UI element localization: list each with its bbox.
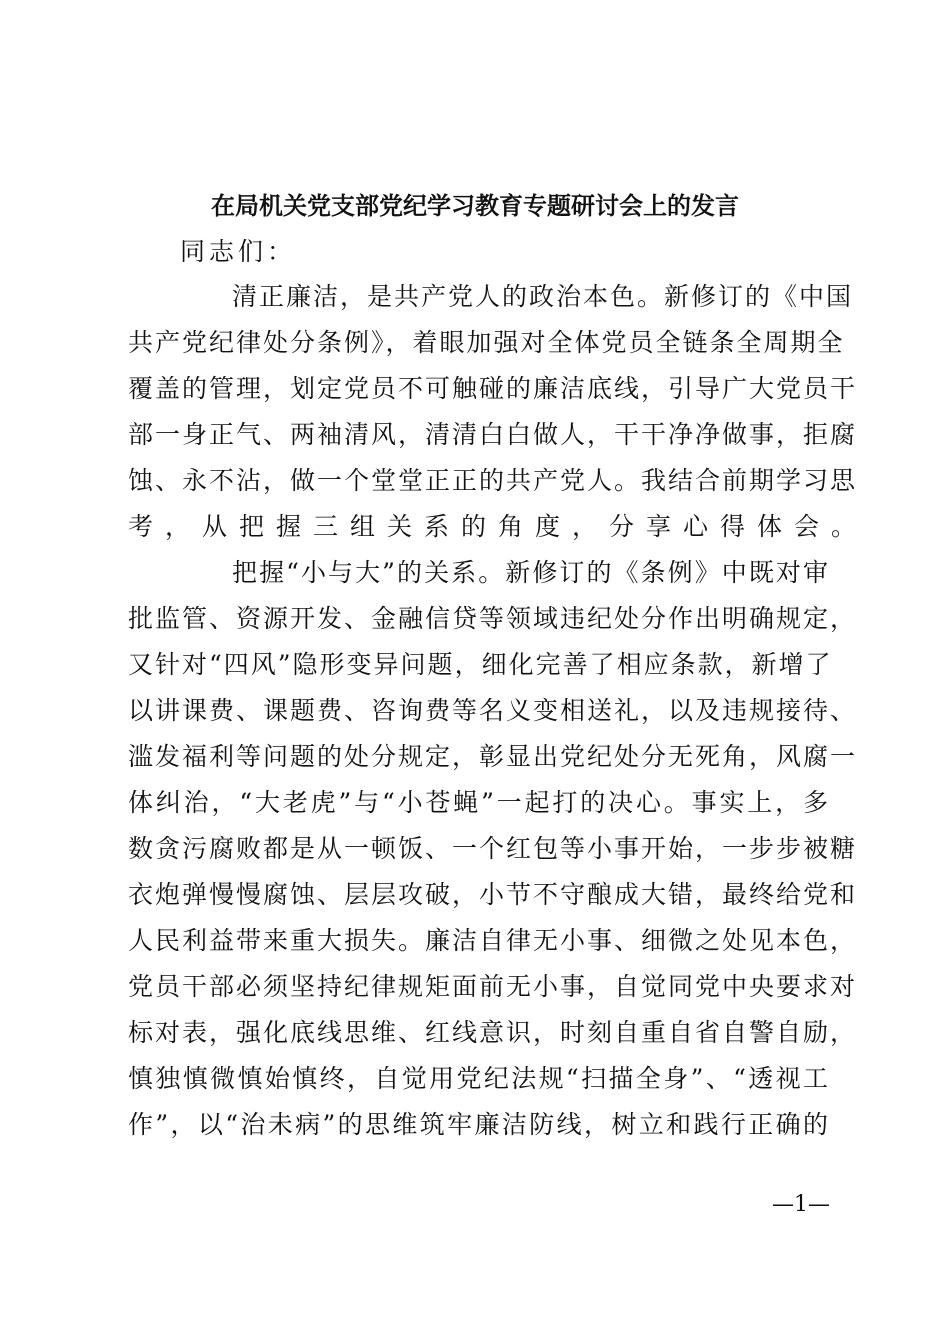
text-line: 蚀、永不沾，做一个堂堂正正的共产党人。我结合前期学习思 <box>128 466 858 495</box>
text-line: 清正廉洁，是共产党人的政治本色。新修订的《中国 <box>232 282 854 311</box>
greeting: 同志们： <box>180 237 297 266</box>
text-line: 以讲课费、课题费、咨询费等名义变相送礼，以及违规接待、 <box>128 696 858 725</box>
text-line: 覆盖的管理，划定党员不可触碰的廉洁底线，引导广大党员干 <box>128 374 858 403</box>
text-line: 党员干部必须坚持纪律规矩面前无小事，自觉同党中央要求对 <box>128 972 858 1001</box>
text-line: 又针对“四风”隐形变异问题，细化完善了相应条款，新增了 <box>128 650 833 679</box>
document-body <box>128 280 869 1154</box>
text-line: 作”，以“治未病”的思维筑牢廉洁防线，树立和践行正确的 <box>128 1110 830 1139</box>
text-line: 共产党纪律处分条例》，着眼加强对全体党员全链条全周期全 <box>128 328 845 357</box>
text-line: 人民利益带来重大损失。廉洁自律无小事、细微之处见本色， <box>128 926 858 955</box>
text-line: 体纠治，“大老虎”与“小苍蝇”一起打的决心。事实上，多 <box>128 788 830 817</box>
paragraph-1 <box>128 280 869 556</box>
text-line: 把握“小与大”的关系。新修订的《条例》中既对审 <box>232 558 830 587</box>
text-line: 批监管、资源开发、金融信贷等领域违纪处分作出明确规定， <box>128 604 858 633</box>
text-line: 标对表，强化底线思维、红线意识，时刻自重自省自警自励， <box>128 1018 858 1047</box>
page-number: —1— <box>772 1192 830 1217</box>
text-line: 考，从把握三组关系的角度，分享心得体会。 <box>128 512 869 541</box>
text-line: 部一身正气、两袖清风，清清白白做人，干干净净做事，拒腐 <box>128 420 858 449</box>
text-line: 慎独慎微慎始慎终，自觉用党纪法规“扫描全身”、“透视工 <box>128 1064 830 1093</box>
text-line: 数贪污腐败都是从一顿饭、一个红包等小事开始，一步步被糖 <box>128 834 858 863</box>
document-title: 在局机关党支部党纪学习教育专题研讨会上的发言 <box>211 191 739 220</box>
paragraph-2 <box>128 556 858 1154</box>
text-line: 衣炮弹慢慢腐蚀、层层攻破，小节不守酿成大错，最终给党和 <box>128 880 858 909</box>
text-line: 滥发福利等问题的处分规定，彰显出党纪处分无死角，风腐一 <box>128 742 858 771</box>
